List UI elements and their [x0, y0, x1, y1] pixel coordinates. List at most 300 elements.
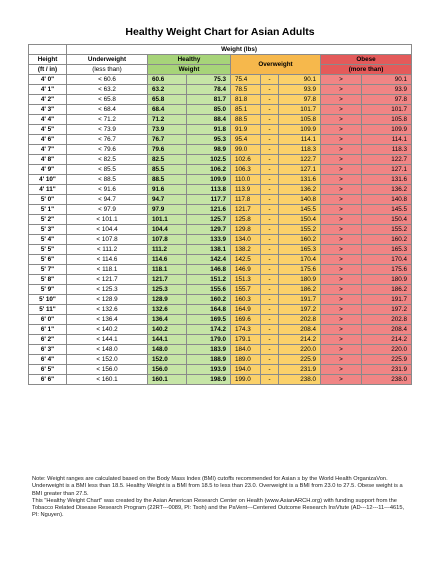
- cell-overweight-min: 91.9: [231, 125, 261, 135]
- cell-healthy-min: 104.4: [148, 225, 187, 235]
- cell-height: 5' 6": [29, 255, 67, 265]
- cell-obese-marker: >: [321, 215, 362, 225]
- table-row: [29, 165, 412, 175]
- cell-underweight: < 152.0: [67, 355, 148, 365]
- cell-obese-marker: >: [321, 335, 362, 345]
- cell-overweight-min: 102.6: [231, 155, 261, 165]
- cell-overweight-max: 118.3: [279, 145, 321, 155]
- cell-obese-min: 191.7: [362, 295, 412, 305]
- table-row: [29, 195, 412, 205]
- cell-underweight: < 101.1: [67, 215, 148, 225]
- cell-height: 5' 9": [29, 285, 67, 295]
- cell-obese-marker: >: [321, 85, 362, 95]
- cell-overweight-max: 145.5: [279, 205, 321, 215]
- cell-obese-marker: >: [321, 315, 362, 325]
- cell-overweight-max: 105.8: [279, 115, 321, 125]
- cell-overweight-min: 81.8: [231, 95, 261, 105]
- cell-height: 6' 6": [29, 375, 67, 385]
- notes: [32, 476, 412, 520]
- table-row: [29, 115, 412, 125]
- cell-underweight: < 144.1: [67, 335, 148, 345]
- cell-underweight: < 140.2: [67, 325, 148, 335]
- cell-overweight-min: 129.8: [231, 225, 261, 235]
- cell-obese-min: 170.4: [362, 255, 412, 265]
- cell-obese-marker: >: [321, 165, 362, 175]
- cell-underweight: < 85.5: [67, 165, 148, 175]
- table-row: [29, 245, 412, 255]
- cell-overweight-max: 208.4: [279, 325, 321, 335]
- cell-height: 4' 11": [29, 185, 67, 195]
- cell-healthy-min: 111.2: [148, 245, 187, 255]
- cell-height: 4' 10": [29, 175, 67, 185]
- cell-obese-min: 93.9: [362, 85, 412, 95]
- cell-obese-min: 214.2: [362, 335, 412, 345]
- table-row: [29, 335, 412, 345]
- cell-healthy-max: 193.9: [187, 365, 231, 375]
- cell-overweight-min: 121.7: [231, 205, 261, 215]
- cell-overweight-min: 99.0: [231, 145, 261, 155]
- cell-healthy-min: 160.1: [148, 375, 187, 385]
- table-row: [29, 135, 412, 145]
- cell-obese-marker: >: [321, 365, 362, 375]
- cell-overweight-dash: -: [261, 345, 279, 355]
- cell-obese-min: 208.4: [362, 325, 412, 335]
- table-row: [29, 175, 412, 185]
- cell-overweight-dash: -: [261, 235, 279, 245]
- cell-overweight-max: 127.1: [279, 165, 321, 175]
- header-height: Height: [29, 55, 67, 65]
- cell-height: 5' 0": [29, 195, 67, 205]
- cell-height: 6' 2": [29, 335, 67, 345]
- cell-overweight-dash: -: [261, 175, 279, 185]
- cell-healthy-min: 65.8: [148, 95, 187, 105]
- cell-underweight: < 121.7: [67, 275, 148, 285]
- cell-healthy-max: 151.2: [187, 275, 231, 285]
- cell-overweight-max: 165.3: [279, 245, 321, 255]
- cell-overweight-dash: -: [261, 95, 279, 105]
- table-row: [29, 215, 412, 225]
- cell-height: 6' 3": [29, 345, 67, 355]
- cell-healthy-max: 138.1: [187, 245, 231, 255]
- cell-healthy-max: 146.8: [187, 265, 231, 275]
- cell-overweight-min: 179.1: [231, 335, 261, 345]
- cell-overweight-min: 85.1: [231, 105, 261, 115]
- cell-overweight-dash: -: [261, 355, 279, 365]
- cell-healthy-min: 121.7: [148, 275, 187, 285]
- cell-overweight-dash: -: [261, 375, 279, 385]
- cell-healthy-max: 117.7: [187, 195, 231, 205]
- cell-obese-marker: >: [321, 265, 362, 275]
- cell-overweight-max: 238.0: [279, 375, 321, 385]
- cell-overweight-min: 169.6: [231, 315, 261, 325]
- cell-obese-min: 101.7: [362, 105, 412, 115]
- cell-obese-min: 175.6: [362, 265, 412, 275]
- cell-overweight-min: 110.0: [231, 175, 261, 185]
- header-obese-sub: (more than): [321, 65, 412, 75]
- header-healthy: Healthy: [148, 55, 231, 65]
- cell-overweight-dash: -: [261, 275, 279, 285]
- cell-underweight: < 91.6: [67, 185, 148, 195]
- cell-healthy-min: 148.0: [148, 345, 187, 355]
- cell-obese-marker: >: [321, 115, 362, 125]
- cell-healthy-min: 136.4: [148, 315, 187, 325]
- cell-healthy-max: 121.6: [187, 205, 231, 215]
- cell-overweight-min: 88.5: [231, 115, 261, 125]
- table-row: [29, 225, 412, 235]
- cell-height: 4' 0": [29, 75, 67, 85]
- cell-overweight-min: 78.5: [231, 85, 261, 95]
- table-row: [29, 295, 412, 305]
- cell-underweight: < 60.6: [67, 75, 148, 85]
- cell-underweight: < 136.4: [67, 315, 148, 325]
- table-row: [29, 275, 412, 285]
- header-height-units: (ft / in): [29, 65, 67, 75]
- cell-healthy-max: 174.2: [187, 325, 231, 335]
- cell-overweight-min: 199.0: [231, 375, 261, 385]
- cell-overweight-min: 160.3: [231, 295, 261, 305]
- cell-underweight: < 156.0: [67, 365, 148, 375]
- cell-healthy-max: 160.2: [187, 295, 231, 305]
- cell-overweight-min: 151.3: [231, 275, 261, 285]
- cell-underweight: < 104.4: [67, 225, 148, 235]
- cell-overweight-min: 174.3: [231, 325, 261, 335]
- cell-healthy-max: 85.0: [187, 105, 231, 115]
- cell-obese-min: 109.9: [362, 125, 412, 135]
- cell-height: 5' 2": [29, 215, 67, 225]
- cell-height: 6' 1": [29, 325, 67, 335]
- cell-healthy-max: 106.2: [187, 165, 231, 175]
- cell-underweight: < 128.9: [67, 295, 148, 305]
- cell-underweight: < 114.6: [67, 255, 148, 265]
- cell-healthy-max: 109.9: [187, 175, 231, 185]
- cell-obese-min: 140.8: [362, 195, 412, 205]
- cell-healthy-min: 76.7: [148, 135, 187, 145]
- cell-obese-marker: >: [321, 125, 362, 135]
- cell-overweight-min: 146.9: [231, 265, 261, 275]
- cell-overweight-min: 155.7: [231, 285, 261, 295]
- cell-healthy-min: 107.8: [148, 235, 187, 245]
- cell-obese-min: 150.4: [362, 215, 412, 225]
- cell-obese-marker: >: [321, 225, 362, 235]
- cell-obese-min: 127.1: [362, 165, 412, 175]
- table-row: [29, 365, 412, 375]
- header-blank: [29, 45, 67, 55]
- cell-overweight-dash: -: [261, 165, 279, 175]
- cell-underweight: < 160.1: [67, 375, 148, 385]
- cell-overweight-max: 170.4: [279, 255, 321, 265]
- cell-overweight-dash: -: [261, 365, 279, 375]
- cell-healthy-min: 101.1: [148, 215, 187, 225]
- cell-healthy-max: 188.9: [187, 355, 231, 365]
- cell-overweight-min: 113.9: [231, 185, 261, 195]
- cell-overweight-dash: -: [261, 245, 279, 255]
- cell-healthy-max: 98.9: [187, 145, 231, 155]
- cell-obese-marker: >: [321, 345, 362, 355]
- cell-height: 6' 5": [29, 365, 67, 375]
- cell-overweight-min: 194.0: [231, 365, 261, 375]
- table-row: [29, 325, 412, 335]
- cell-healthy-min: 94.7: [148, 195, 187, 205]
- table-row: [29, 105, 412, 115]
- cell-overweight-min: 189.0: [231, 355, 261, 365]
- cell-overweight-dash: -: [261, 195, 279, 205]
- cell-overweight-max: 231.9: [279, 365, 321, 375]
- cell-height: 4' 5": [29, 125, 67, 135]
- cell-overweight-min: 138.2: [231, 245, 261, 255]
- cell-healthy-max: 164.8: [187, 305, 231, 315]
- cell-height: 4' 6": [29, 135, 67, 145]
- cell-underweight: < 76.7: [67, 135, 148, 145]
- cell-obese-marker: >: [321, 105, 362, 115]
- cell-obese-marker: >: [321, 135, 362, 145]
- cell-obese-marker: >: [321, 95, 362, 105]
- cell-healthy-min: 128.9: [148, 295, 187, 305]
- cell-healthy-max: 133.9: [187, 235, 231, 245]
- cell-overweight-min: 125.8: [231, 215, 261, 225]
- table-row: [29, 235, 412, 245]
- cell-overweight-dash: -: [261, 325, 279, 335]
- weight-table: [28, 44, 412, 385]
- cell-height: 5' 10": [29, 295, 67, 305]
- cell-healthy-max: 179.0: [187, 335, 231, 345]
- cell-healthy-min: 140.2: [148, 325, 187, 335]
- cell-overweight-dash: -: [261, 75, 279, 85]
- table-row: [29, 205, 412, 215]
- cell-obese-min: 180.9: [362, 275, 412, 285]
- cell-healthy-min: 79.6: [148, 145, 187, 155]
- cell-overweight-dash: -: [261, 115, 279, 125]
- cell-underweight: < 63.2: [67, 85, 148, 95]
- table-row: [29, 85, 412, 95]
- cell-height: 4' 9": [29, 165, 67, 175]
- cell-underweight: < 118.1: [67, 265, 148, 275]
- cell-overweight-dash: -: [261, 285, 279, 295]
- table-row: [29, 75, 412, 85]
- cell-healthy-max: 81.7: [187, 95, 231, 105]
- cell-healthy-min: 88.5: [148, 175, 187, 185]
- cell-healthy-min: 125.3: [148, 285, 187, 295]
- cell-obese-marker: >: [321, 255, 362, 265]
- cell-overweight-dash: -: [261, 315, 279, 325]
- cell-healthy-max: 183.9: [187, 345, 231, 355]
- cell-healthy-min: 91.6: [148, 185, 187, 195]
- cell-height: 6' 0": [29, 315, 67, 325]
- cell-overweight-min: 75.4: [231, 75, 261, 85]
- cell-underweight: < 68.4: [67, 105, 148, 115]
- cell-obese-marker: >: [321, 235, 362, 245]
- cell-obese-marker: >: [321, 285, 362, 295]
- table-row: [29, 185, 412, 195]
- cell-overweight-dash: -: [261, 205, 279, 215]
- cell-height: 5' 7": [29, 265, 67, 275]
- table-row: [29, 125, 412, 135]
- cell-healthy-min: 132.6: [148, 305, 187, 315]
- cell-obese-min: 90.1: [362, 75, 412, 85]
- cell-obese-marker: >: [321, 275, 362, 285]
- header-obese: Obese: [321, 55, 412, 65]
- cell-obese-marker: >: [321, 375, 362, 385]
- table-row: [29, 95, 412, 105]
- cell-obese-marker: >: [321, 325, 362, 335]
- cell-obese-marker: >: [321, 195, 362, 205]
- cell-overweight-max: 140.8: [279, 195, 321, 205]
- cell-underweight: < 132.6: [67, 305, 148, 315]
- cell-overweight-max: 150.4: [279, 215, 321, 225]
- cell-healthy-max: 169.5: [187, 315, 231, 325]
- table-row: [29, 285, 412, 295]
- cell-overweight-max: 122.7: [279, 155, 321, 165]
- cell-overweight-max: 175.6: [279, 265, 321, 275]
- cell-overweight-max: 93.9: [279, 85, 321, 95]
- cell-height: 4' 7": [29, 145, 67, 155]
- cell-underweight: < 65.8: [67, 95, 148, 105]
- cell-overweight-max: 160.2: [279, 235, 321, 245]
- cell-healthy-min: 60.6: [148, 75, 187, 85]
- table-row: [29, 145, 412, 155]
- cell-obese-min: 131.6: [362, 175, 412, 185]
- cell-healthy-min: 114.6: [148, 255, 187, 265]
- cell-overweight-min: 142.5: [231, 255, 261, 265]
- cell-underweight: < 97.9: [67, 205, 148, 215]
- cell-obese-min: 220.0: [362, 345, 412, 355]
- cell-obese-min: 105.8: [362, 115, 412, 125]
- table-row: [29, 355, 412, 365]
- cell-overweight-max: 186.2: [279, 285, 321, 295]
- cell-obese-min: 225.9: [362, 355, 412, 365]
- cell-underweight: < 88.5: [67, 175, 148, 185]
- cell-overweight-dash: -: [261, 145, 279, 155]
- cell-healthy-min: 156.0: [148, 365, 187, 375]
- header-healthy-sub: Weight: [148, 65, 231, 75]
- cell-underweight: < 79.6: [67, 145, 148, 155]
- cell-obese-marker: >: [321, 145, 362, 155]
- cell-height: 5' 5": [29, 245, 67, 255]
- cell-height: 4' 2": [29, 95, 67, 105]
- table-row: [29, 375, 412, 385]
- cell-obese-min: 238.0: [362, 375, 412, 385]
- cell-healthy-min: 63.2: [148, 85, 187, 95]
- table-row: [29, 305, 412, 315]
- cell-overweight-max: 180.9: [279, 275, 321, 285]
- cell-height: 5' 11": [29, 305, 67, 315]
- cell-healthy-min: 152.0: [148, 355, 187, 365]
- cell-obese-min: 165.3: [362, 245, 412, 255]
- cell-overweight-dash: -: [261, 155, 279, 165]
- cell-healthy-max: 78.4: [187, 85, 231, 95]
- cell-overweight-max: 191.7: [279, 295, 321, 305]
- cell-obese-min: 202.8: [362, 315, 412, 325]
- table-row: [29, 155, 412, 165]
- cell-height: 4' 1": [29, 85, 67, 95]
- cell-overweight-max: 220.0: [279, 345, 321, 355]
- cell-obese-min: 114.1: [362, 135, 412, 145]
- header-weight-group: Weight (lbs): [67, 45, 412, 55]
- table-row: [29, 315, 412, 325]
- cell-overweight-dash: -: [261, 185, 279, 195]
- cell-healthy-max: 129.7: [187, 225, 231, 235]
- cell-obese-marker: >: [321, 305, 362, 315]
- cell-height: 4' 3": [29, 105, 67, 115]
- cell-overweight-min: 184.0: [231, 345, 261, 355]
- cell-overweight-dash: -: [261, 265, 279, 275]
- cell-overweight-min: 95.4: [231, 135, 261, 145]
- cell-overweight-max: 197.2: [279, 305, 321, 315]
- cell-overweight-min: 164.9: [231, 305, 261, 315]
- cell-obese-min: 136.2: [362, 185, 412, 195]
- cell-obese-min: 160.2: [362, 235, 412, 245]
- note-bmi: Note: Weight ranges are calculated based on the Body Mass Index (BMI) cutoffs recommended for Asian s by the World Health OrganizaVon. Underweight is a BMI less than 18.5. Healthy Weight is a BMI from 18.5 to less than 23.0. Overweight is a BMI from 23.0 to 27.5. Obese weight is a BMI greater than 27.5.: [32, 476, 403, 497]
- header-overweight: Overweight: [231, 55, 321, 75]
- cell-obese-marker: >: [321, 245, 362, 255]
- table-row: [29, 255, 412, 265]
- cell-overweight-max: 114.1: [279, 135, 321, 145]
- cell-underweight: < 125.3: [67, 285, 148, 295]
- cell-healthy-min: 85.5: [148, 165, 187, 175]
- cell-healthy-max: 75.3: [187, 75, 231, 85]
- cell-overweight-dash: -: [261, 255, 279, 265]
- cell-height: 5' 3": [29, 225, 67, 235]
- cell-overweight-max: 214.2: [279, 335, 321, 345]
- cell-height: 5' 8": [29, 275, 67, 285]
- cell-obese-marker: >: [321, 155, 362, 165]
- header-underweight-sub: (less than): [67, 65, 148, 75]
- cell-overweight-max: 101.7: [279, 105, 321, 115]
- cell-healthy-min: 73.9: [148, 125, 187, 135]
- cell-overweight-min: 106.3: [231, 165, 261, 175]
- cell-obese-marker: >: [321, 355, 362, 365]
- cell-overweight-max: 136.2: [279, 185, 321, 195]
- note-credit: This "Healthy Weight Chart" was created by the Asian American Research Center on Health (www.AsianARCH.org) with funding support from the Tobacco Related Disease Research Program (22RT---0089, PI: Tsoh) and the PaVent---Centered Outcome Research InsVtute (AD---12---11---4615, PI: Nguyen).: [32, 497, 405, 519]
- cell-obese-marker: >: [321, 75, 362, 85]
- cell-healthy-min: 68.4: [148, 105, 187, 115]
- table-row: [29, 345, 412, 355]
- cell-healthy-max: 155.6: [187, 285, 231, 295]
- cell-underweight: < 107.8: [67, 235, 148, 245]
- cell-overweight-max: 90.1: [279, 75, 321, 85]
- table-row: [29, 265, 412, 275]
- cell-underweight: < 94.7: [67, 195, 148, 205]
- cell-obese-marker: >: [321, 175, 362, 185]
- cell-healthy-max: 142.4: [187, 255, 231, 265]
- cell-healthy-max: 88.4: [187, 115, 231, 125]
- cell-obese-min: 231.9: [362, 365, 412, 375]
- cell-overweight-dash: -: [261, 295, 279, 305]
- cell-obese-min: 197.2: [362, 305, 412, 315]
- cell-height: 4' 4": [29, 115, 67, 125]
- cell-height: 6' 4": [29, 355, 67, 365]
- cell-overweight-dash: -: [261, 215, 279, 225]
- cell-overweight-dash: -: [261, 85, 279, 95]
- cell-healthy-max: 102.5: [187, 155, 231, 165]
- cell-obese-marker: >: [321, 185, 362, 195]
- cell-healthy-min: 71.2: [148, 115, 187, 125]
- cell-overweight-dash: -: [261, 135, 279, 145]
- header-underweight: Underweight: [67, 55, 148, 65]
- cell-obese-min: 122.7: [362, 155, 412, 165]
- cell-overweight-dash: -: [261, 305, 279, 315]
- cell-overweight-max: 225.9: [279, 355, 321, 365]
- cell-obese-min: 145.5: [362, 205, 412, 215]
- cell-obese-min: 97.8: [362, 95, 412, 105]
- cell-overweight-min: 117.8: [231, 195, 261, 205]
- cell-underweight: < 148.0: [67, 345, 148, 355]
- cell-healthy-max: 113.8: [187, 185, 231, 195]
- cell-underweight: < 71.2: [67, 115, 148, 125]
- cell-healthy-max: 95.3: [187, 135, 231, 145]
- cell-overweight-dash: -: [261, 105, 279, 115]
- cell-overweight-dash: -: [261, 125, 279, 135]
- cell-obese-marker: >: [321, 205, 362, 215]
